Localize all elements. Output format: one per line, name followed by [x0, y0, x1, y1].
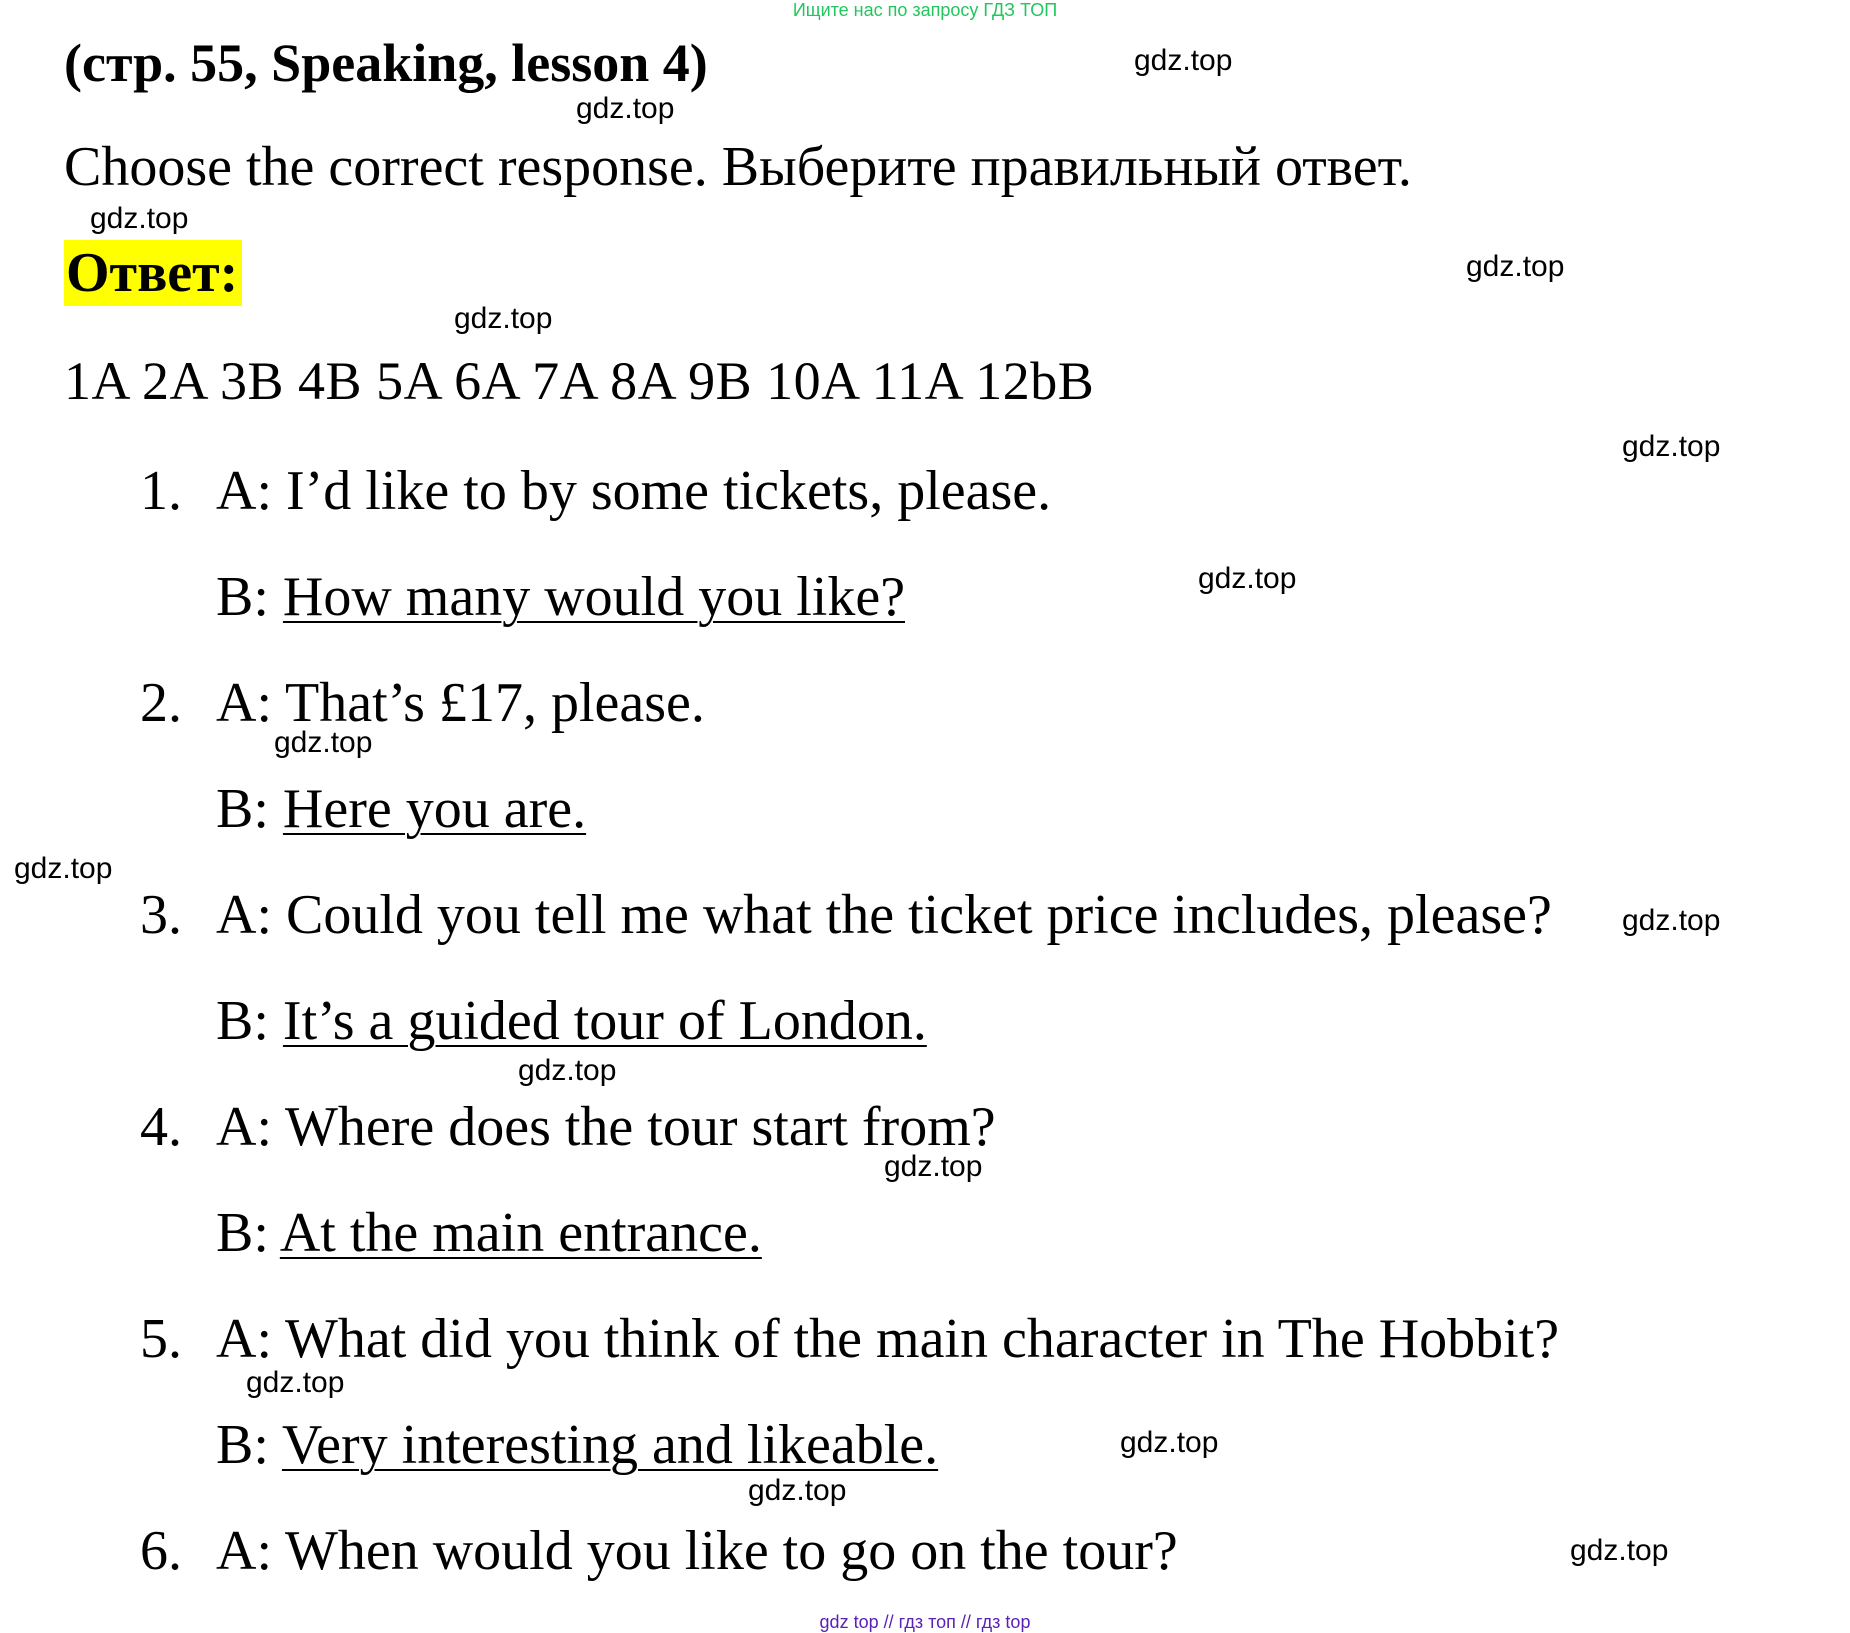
question-text: I’d like to by some tickets, please.: [286, 460, 1052, 522]
question-line: [216, 456, 1051, 526]
speaker-b: B:: [216, 566, 283, 628]
question-line: [216, 1092, 996, 1162]
watermark: gdz.top: [90, 202, 189, 235]
item-number: 3.: [140, 884, 182, 946]
watermark: gdz.top: [748, 1474, 847, 1507]
answer-key: 1A 2A 3B 4B 5A 6A 7A 8A 9B 10A 11A 12bB: [64, 351, 1095, 411]
speaker-a: A:: [216, 1096, 285, 1158]
watermark: gdz.top: [1134, 44, 1233, 77]
instruction-text: Choose the correct response. Выберите правильный ответ.: [64, 136, 1412, 198]
speaker-a: A:: [216, 460, 286, 522]
watermark: gdz.top: [518, 1054, 617, 1087]
speaker-b: B:: [216, 778, 283, 840]
response-line: [216, 562, 905, 632]
response-text: It’s a guided tour of London.: [282, 990, 927, 1052]
top-banner: Ищите нас по запросу ГДЗ ТОП: [792, 0, 1058, 20]
answer-label: Ответ:: [64, 240, 242, 306]
response-text: Very interesting and likeable.: [281, 1414, 939, 1476]
item-number: 2.: [140, 672, 182, 734]
bottom-banner: gdz top // гдз топ // гдз top: [819, 1612, 1031, 1632]
speaker-a: A:: [216, 672, 285, 734]
item-number: 4.: [140, 1096, 182, 1158]
question-text: That’s £17, please.: [285, 672, 705, 734]
watermark: gdz.top: [14, 852, 113, 885]
response-text: How many would you like?: [282, 566, 906, 628]
response-line: [216, 1410, 938, 1480]
speaker-a: A:: [216, 1520, 285, 1582]
question-line: [216, 880, 1552, 950]
watermark: gdz.top: [1622, 430, 1721, 463]
watermark: gdz.top: [1198, 562, 1297, 595]
speaker-a: A:: [216, 1308, 285, 1370]
page-heading: (стр. 55, Speaking, lesson 4): [64, 33, 708, 93]
watermark: gdz.top: [1120, 1426, 1219, 1459]
response-line: [216, 1198, 762, 1268]
watermark: gdz.top: [246, 1366, 345, 1399]
watermark: gdz.top: [1466, 250, 1565, 283]
question-text: When would you like to go on the tour?: [285, 1520, 1178, 1582]
question-text: Could you tell me what the ticket price includes, please?: [286, 884, 1552, 946]
watermark: gdz.top: [1570, 1534, 1669, 1567]
response-line: [216, 986, 927, 1056]
watermark: gdz.top: [576, 92, 675, 125]
question-text: What did you think of the main character in The Hobbit?: [285, 1308, 1560, 1370]
speaker-b: B:: [216, 990, 283, 1052]
watermark: gdz.top: [274, 726, 373, 759]
watermark: gdz.top: [454, 302, 553, 335]
response-text: At the main entrance.: [279, 1202, 762, 1264]
speaker-b: B:: [216, 1202, 280, 1264]
item-number: 1.: [140, 460, 182, 522]
question-text: Where does the tour start from?: [285, 1096, 996, 1158]
question-line: [216, 1304, 1559, 1374]
question-line: [216, 1516, 1178, 1586]
response-line: [216, 774, 586, 844]
watermark: gdz.top: [884, 1150, 983, 1183]
speaker-b: B:: [216, 1414, 282, 1476]
watermark: gdz.top: [1622, 904, 1721, 937]
speaker-a: A:: [216, 884, 286, 946]
item-number: 6.: [140, 1520, 182, 1582]
response-text: Here you are.: [282, 778, 587, 840]
item-number: 5.: [140, 1308, 182, 1370]
